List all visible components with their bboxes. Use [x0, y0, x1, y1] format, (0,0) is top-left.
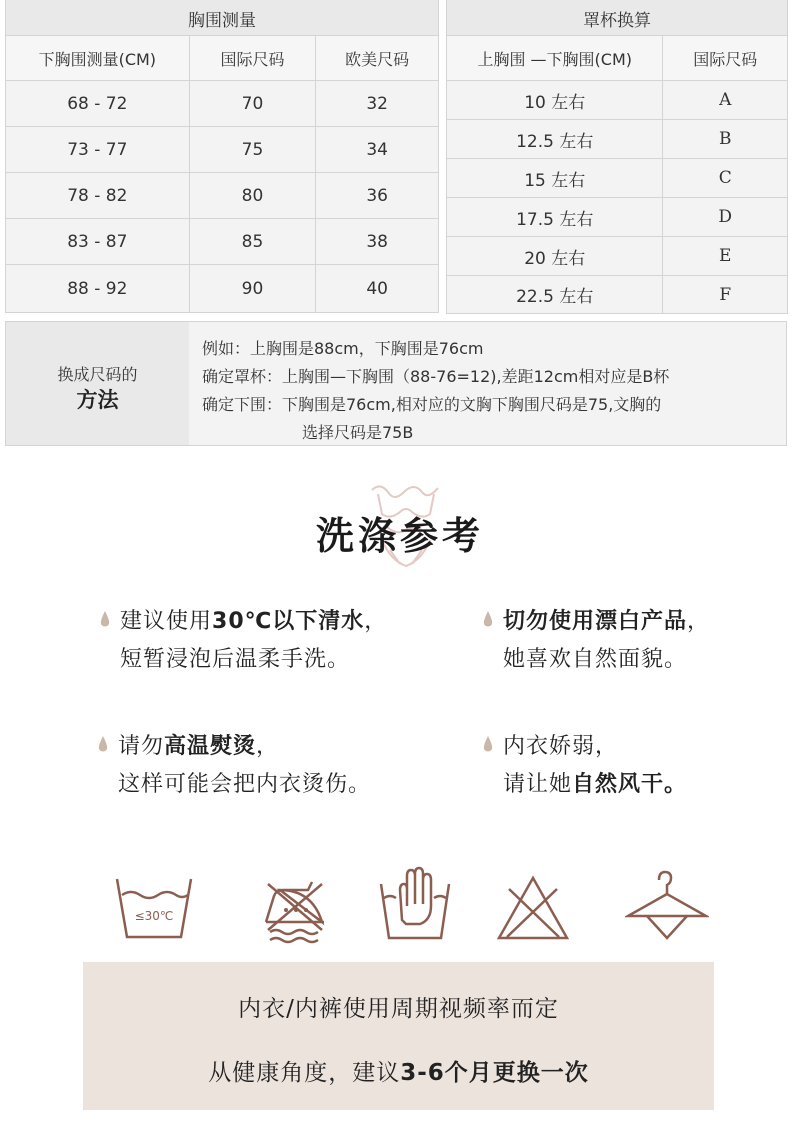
table-cell: A: [663, 81, 788, 120]
table-cell: 36: [316, 173, 439, 219]
washing-title: 洗涤参考: [315, 514, 484, 558]
droplet-icon: [100, 611, 110, 629]
droplet-icon: [483, 736, 493, 754]
table-cell: B: [663, 120, 788, 159]
table-cell: 40: [316, 265, 439, 313]
table-cell: 22.5 左右: [447, 276, 663, 314]
tip-detail: 短暂浸泡后温柔手洗。: [120, 647, 351, 672]
table-cell: 10 左右: [447, 81, 663, 120]
table-cell: 20 左右: [447, 237, 663, 276]
table-cell: 70: [189, 81, 316, 127]
table-cell: 17.5 左右: [447, 198, 663, 237]
no-bleach-icon: [497, 875, 569, 941]
table-cell: 73 - 77: [6, 127, 190, 173]
method-band-rule: 确定下围：下胸围是76cm,相对应的文胸下胸围尺码是75,文胸的: [202, 395, 662, 414]
tip-text: ，: [687, 609, 711, 634]
cup-table-caption: 罩杯换算: [447, 0, 788, 36]
table-cell: C: [663, 159, 788, 198]
wash-tip-air-dry: [503, 728, 687, 804]
tip-emphasis: 切勿使用漂白产品: [503, 609, 688, 634]
droplet-icon: [98, 736, 108, 754]
tip-emphasis: 自然风干。: [572, 772, 688, 797]
hand-wash-icon: [378, 866, 452, 942]
method-result: 选择尺码是75B: [302, 423, 414, 442]
tip-text: 请让她: [503, 772, 573, 797]
tip-emphasis: 30℃以下清水: [212, 609, 365, 634]
table-cell: 78 - 82: [6, 173, 190, 219]
table-cell: D: [663, 198, 788, 237]
wash-tip-cold-water: [120, 603, 387, 679]
droplet-icon: [483, 611, 493, 629]
table-cell: E: [663, 237, 788, 276]
tip-detail: 她喜欢自然面貌。: [503, 647, 688, 672]
method-label-line1: 换成尺码的: [57, 365, 138, 384]
no-iron-icon: [262, 878, 330, 944]
method-cup-rule: 确定罩杯：上胸围—下胸围（88-76=12),差距12cm相对应是B杯: [202, 367, 670, 386]
bust-table-caption: 胸围测量: [6, 0, 439, 36]
table-cell: 32: [316, 81, 439, 127]
usage-cycle-text: 从健康角度，建议: [208, 1060, 401, 1086]
cup-size-table: [446, 0, 788, 314]
tip-text: ，: [256, 734, 280, 759]
table-cell: 68 - 72: [6, 81, 190, 127]
bust-header-underbust: 下胸围测量(CM): [6, 36, 190, 81]
table-cell: 12.5 左右: [447, 120, 663, 159]
temperature-label: ≤30℃: [134, 909, 174, 923]
table-cell: F: [663, 276, 788, 314]
table-cell: 85: [189, 219, 316, 265]
table-cell: 15 左右: [447, 159, 663, 198]
size-method-panel: [5, 321, 787, 446]
method-text: [202, 335, 669, 447]
bust-size-table: [5, 0, 439, 313]
method-example: 例如：上胸围是88cm，下胸围是76cm: [202, 339, 484, 358]
table-cell: 90: [189, 265, 316, 313]
tip-text: ，: [364, 609, 388, 634]
tip-text: 内衣娇弱，: [503, 734, 619, 759]
table-cell: 75: [189, 127, 316, 173]
wash-tip-no-bleach: [503, 603, 710, 679]
tip-text: 请勿: [118, 734, 165, 759]
table-cell: 80: [189, 173, 316, 219]
usage-cycle-banner: [83, 962, 714, 1110]
tip-detail: 这样可能会把内衣烫伤。: [118, 772, 372, 797]
cup-header-difference: 上胸围 —下胸围(CM): [447, 36, 663, 81]
bust-header-euus: 欧美尺码: [316, 36, 439, 81]
usage-cycle-line2: [83, 1054, 714, 1087]
cup-header-intl: 国际尺码: [663, 36, 788, 81]
wash-tip-no-iron: [118, 728, 371, 804]
usage-cycle-emphasis: 3-6个月更换一次: [400, 1060, 589, 1086]
method-label-box: [6, 322, 189, 445]
bust-header-intl: 国际尺码: [189, 36, 316, 81]
table-cell: 38: [316, 219, 439, 265]
method-label-line2: 方法: [76, 388, 119, 412]
usage-cycle-line1: 内衣/内裤使用周期视频率而定: [238, 996, 559, 1022]
table-cell: 88 - 92: [6, 265, 190, 313]
table-cell: 34: [316, 127, 439, 173]
table-cell: 83 - 87: [6, 219, 190, 265]
tip-text: 建议使用: [120, 609, 213, 634]
wash-30-icon: [114, 875, 194, 941]
hang-dry-icon: [625, 870, 709, 942]
tip-emphasis: 高温熨烫: [164, 734, 257, 759]
